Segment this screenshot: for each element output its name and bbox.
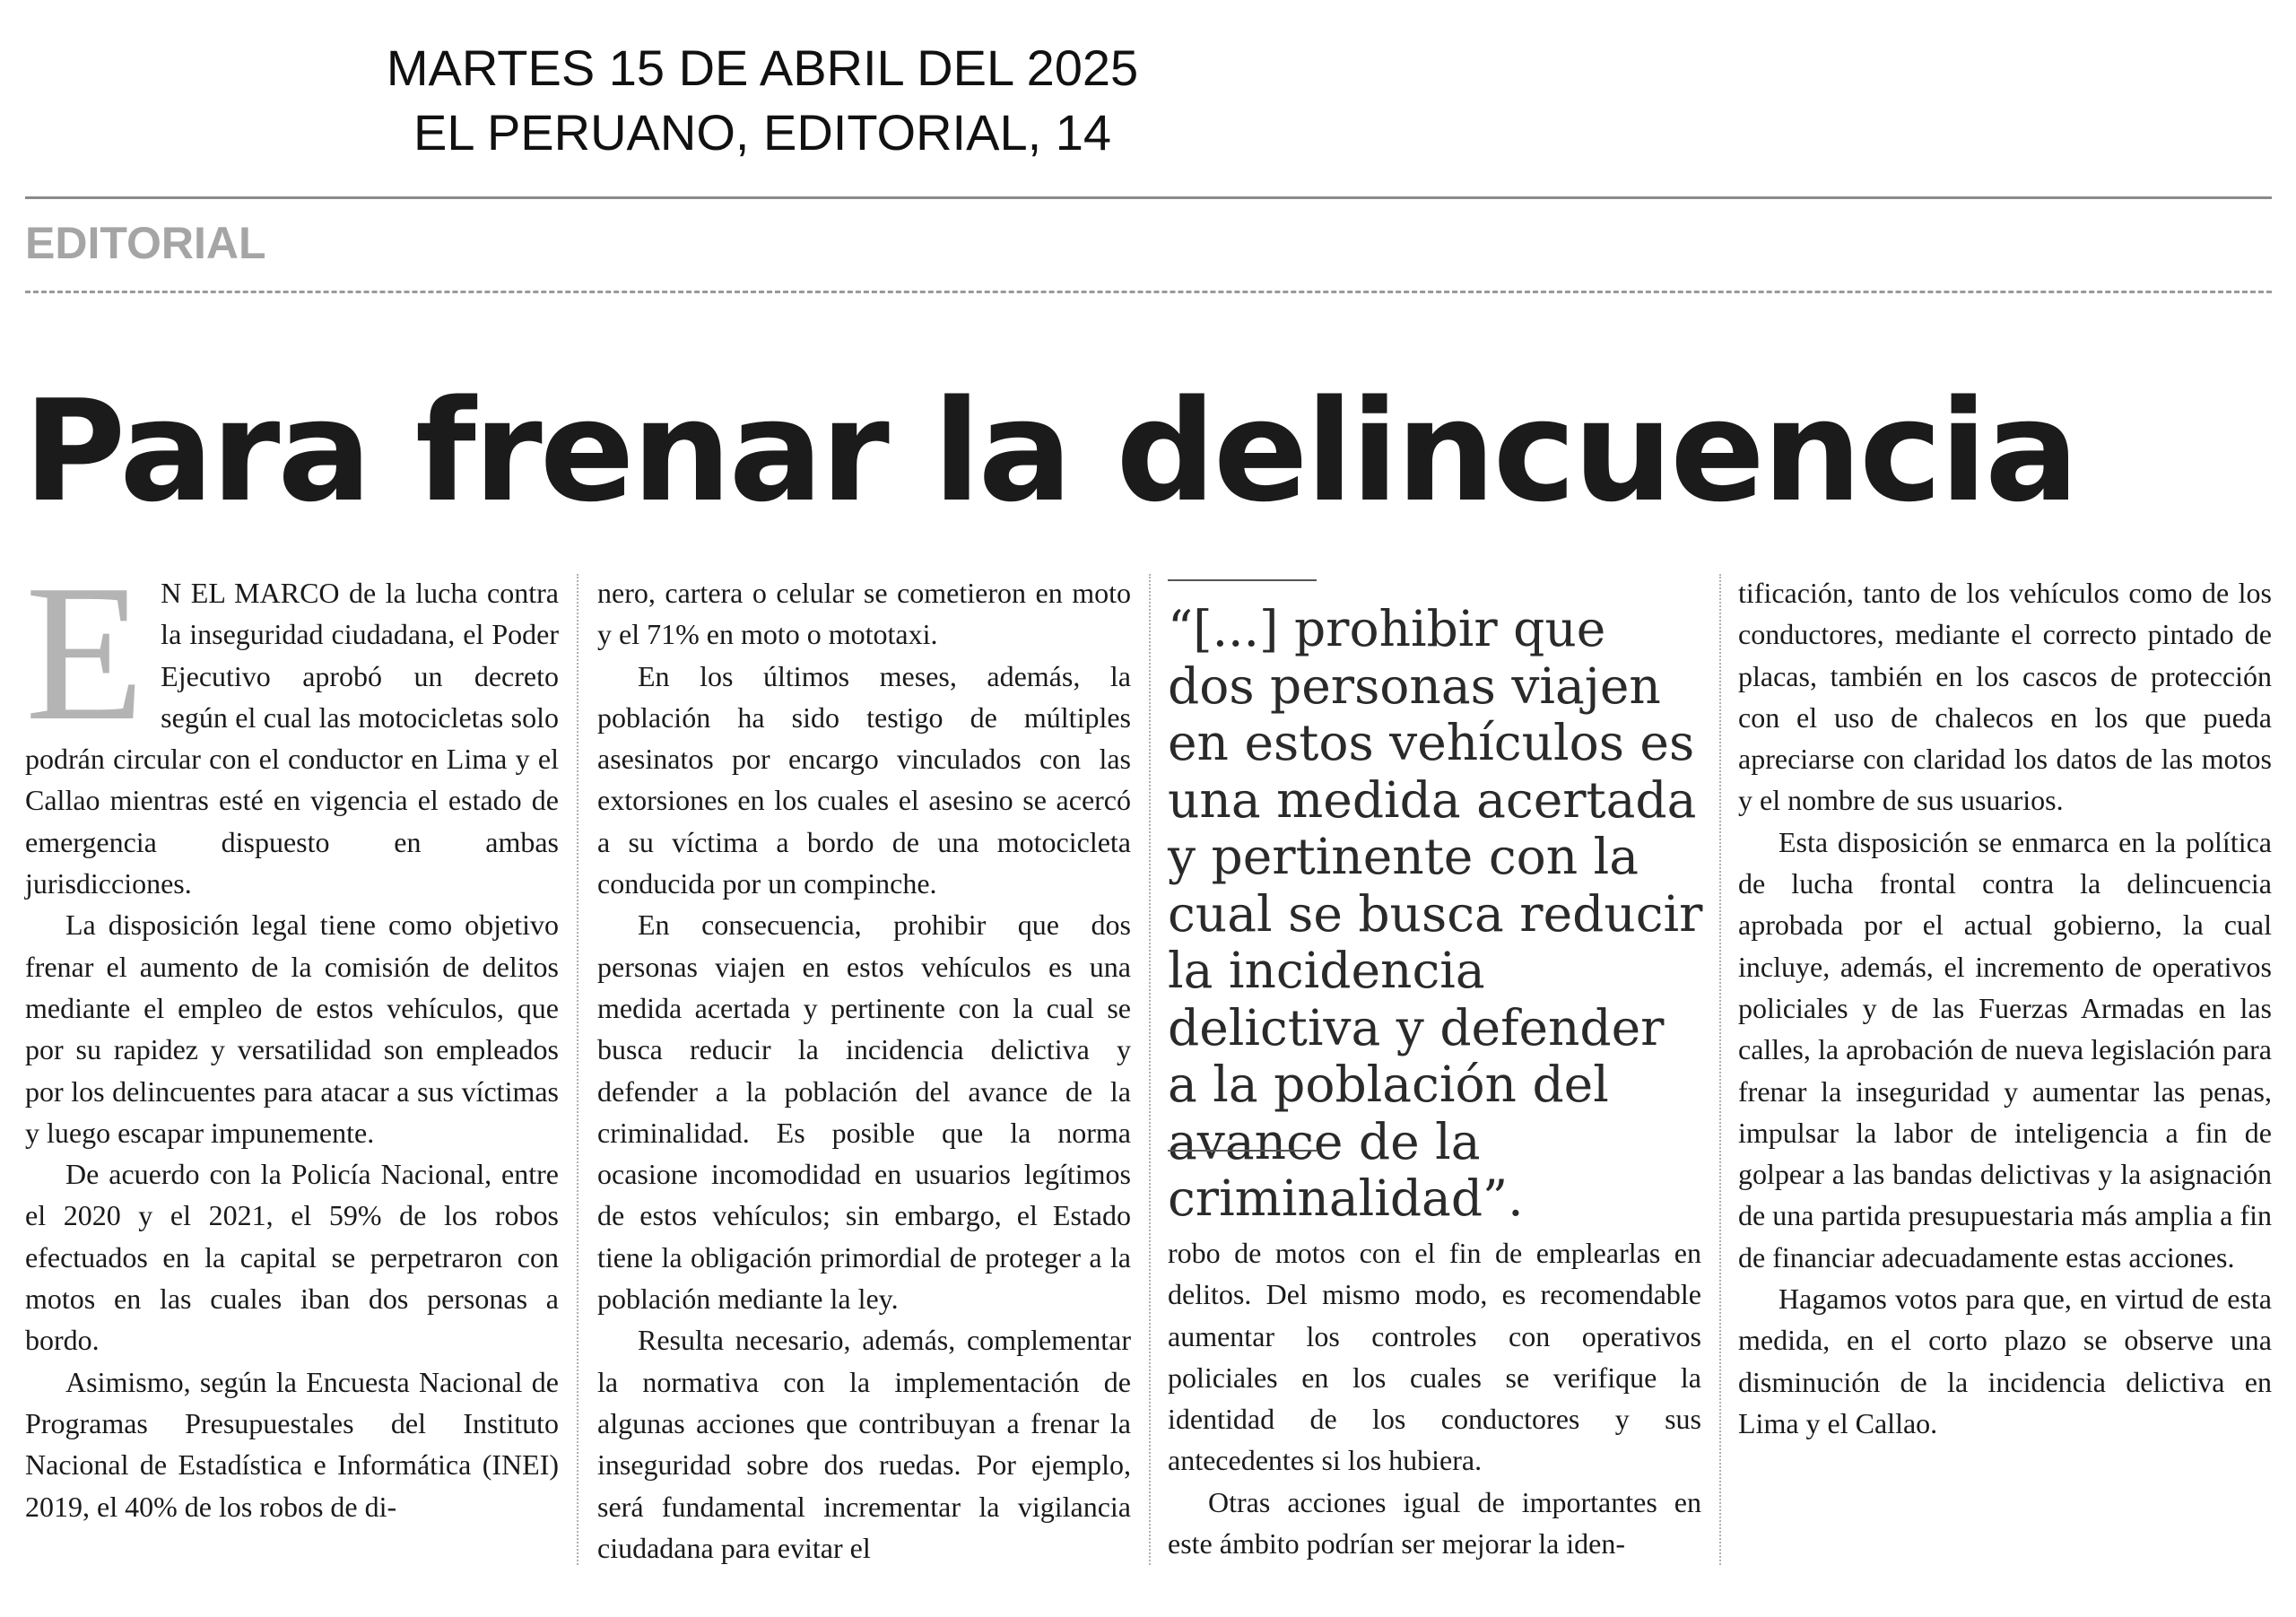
paragraph: En consecuencia, prohibir que dos personas viajen en estos vehículos es una medida acertada y pertinente con la cual se busca reducir la incidencia delictiva y defender a la población del avance de la criminalidad. Es posible que la norma ocasione incomodidad en usuarios legítimos de estos vehículos; sin embargo, el Estado tiene la obligación primordial de proteger a la población mediante la ley. <box>597 908 1131 1316</box>
column-divider <box>1719 574 1721 1565</box>
paragraph-text: N EL MARCO de la lucha contra la inseguridad ciudadana, el Poder Ejecutivo aprobó un decreto según el cual las motocicletas solo podrán circular con el conductor en Lima y el Callao mientras esté en vigencia el estado de emergencia dispuesto en ambas jurisdicciones. <box>25 577 559 900</box>
pull-quote-rule-top <box>1168 579 1317 581</box>
paragraph: tificación, tanto de los vehículos como de los conductores, mediante el correcto pintado de placas, también en los cascos de protección con el uso de chalecos en los que pueda apreciarse con claridad los datos de las motos y el nombre de sus usuarios. <box>1738 577 2272 817</box>
date-line: MARTES 15 DE ABRIL DEL 2025 <box>386 39 1139 96</box>
section-dashed-divider <box>25 291 2272 293</box>
column-divider <box>1149 574 1151 1565</box>
paragraph: La disposición legal tiene como objetivo frenar el aumento de la comisión de delitos mediante el empleo de estos vehículos, que por su rapidez y versatilidad son empleados por los delincuentes para atacar a sus víctimas y luego escapar impunemente. <box>25 908 559 1149</box>
paragraph: nero, cartera o celular se cometieron en moto y el 71% en moto o mototaxi. <box>597 577 1131 651</box>
paragraph: Asimismo, según la Encuesta Nacional de Programas Presupuestales del Instituto Nacional de Estadística e Informática (INEI) 2019, el 40% de los robos de di- <box>25 1365 559 1523</box>
header-divider <box>25 196 2272 199</box>
page-header <box>0 36 1525 165</box>
article-column-3 <box>1168 1232 1701 1564</box>
paragraph: De acuerdo con la Policía Nacional, entre el 2020 y el 2021, el 59% de los robos efectuados en la capital se perpetraron con motos en las cuales iban dos personas a bordo. <box>25 1158 559 1357</box>
article-column-2 <box>597 572 1131 1569</box>
section-label: EDITORIAL <box>25 218 266 268</box>
pull-quote: “[...] prohibir que dos personas viajen en estos vehículos es una medida acertada y pertinente con la cual se busca reducir la incidencia delictiva y defender a la población del avance de la criminalidad”. <box>1168 600 1703 1227</box>
paragraph: robo de motos con el fin de emplearlas en delitos. Del mismo modo, es recomendable aumentar los controles con operativos policiales en los cuales se verifique la identidad de los conductores y sus antecedentes si los hubiera. <box>1168 1237 1701 1477</box>
article-column-1 <box>25 545 559 1527</box>
paragraph: Esta disposición se enmarca en la política de lucha frontal contra la delincuencia aprobada por el actual gobierno, la cual incluye, además, el incremento de operativos policiales y de las Fuerzas Armadas en las calles, la aprobación de nueva legislación para frenar la inseguridad y aumentar las penas, impulsar la labor de inteligencia a fin de golpear a las bandas delictivas y la asignación de una partida presupuestaria más amplia a fin de financiar adecuadamente estas acciones. <box>1738 825 2272 1274</box>
paragraph <box>25 545 559 904</box>
paragraph: Hagamos votos para que, en virtud de esta medida, en el corto plazo se observe una disminución de la incidencia delictiva en Lima y el Callao. <box>1738 1282 2272 1439</box>
paragraph: Resulta necesario, además, complementar la normativa con la implementación de algunas acciones que contribuyan a frenar la inseguridad sobre dos ruedas. Por ejemplo, será fundamental incrementar la vigilancia ciudadana para evitar el <box>597 1324 1131 1564</box>
paragraph: Otras acciones igual de importantes en este ámbito podrían ser mejorar la iden- <box>1168 1485 1701 1560</box>
drop-cap: E <box>25 545 145 761</box>
headline: Para frenar la delincuencia <box>23 369 2077 533</box>
column-divider <box>577 574 578 1565</box>
pull-quote-rule-bottom <box>1168 1150 1317 1152</box>
source-line: EL PERUANO, EDITORIAL, 14 <box>413 104 1112 161</box>
paragraph: En los últimos meses, además, la población ha sido testigo de múltiples asesinatos por encargo vinculados con las extorsiones en los cuales el asesino se acercó a su víctima a bordo de una motocicleta conducida por un compinche. <box>597 659 1131 900</box>
article-column-4 <box>1738 572 2272 1444</box>
